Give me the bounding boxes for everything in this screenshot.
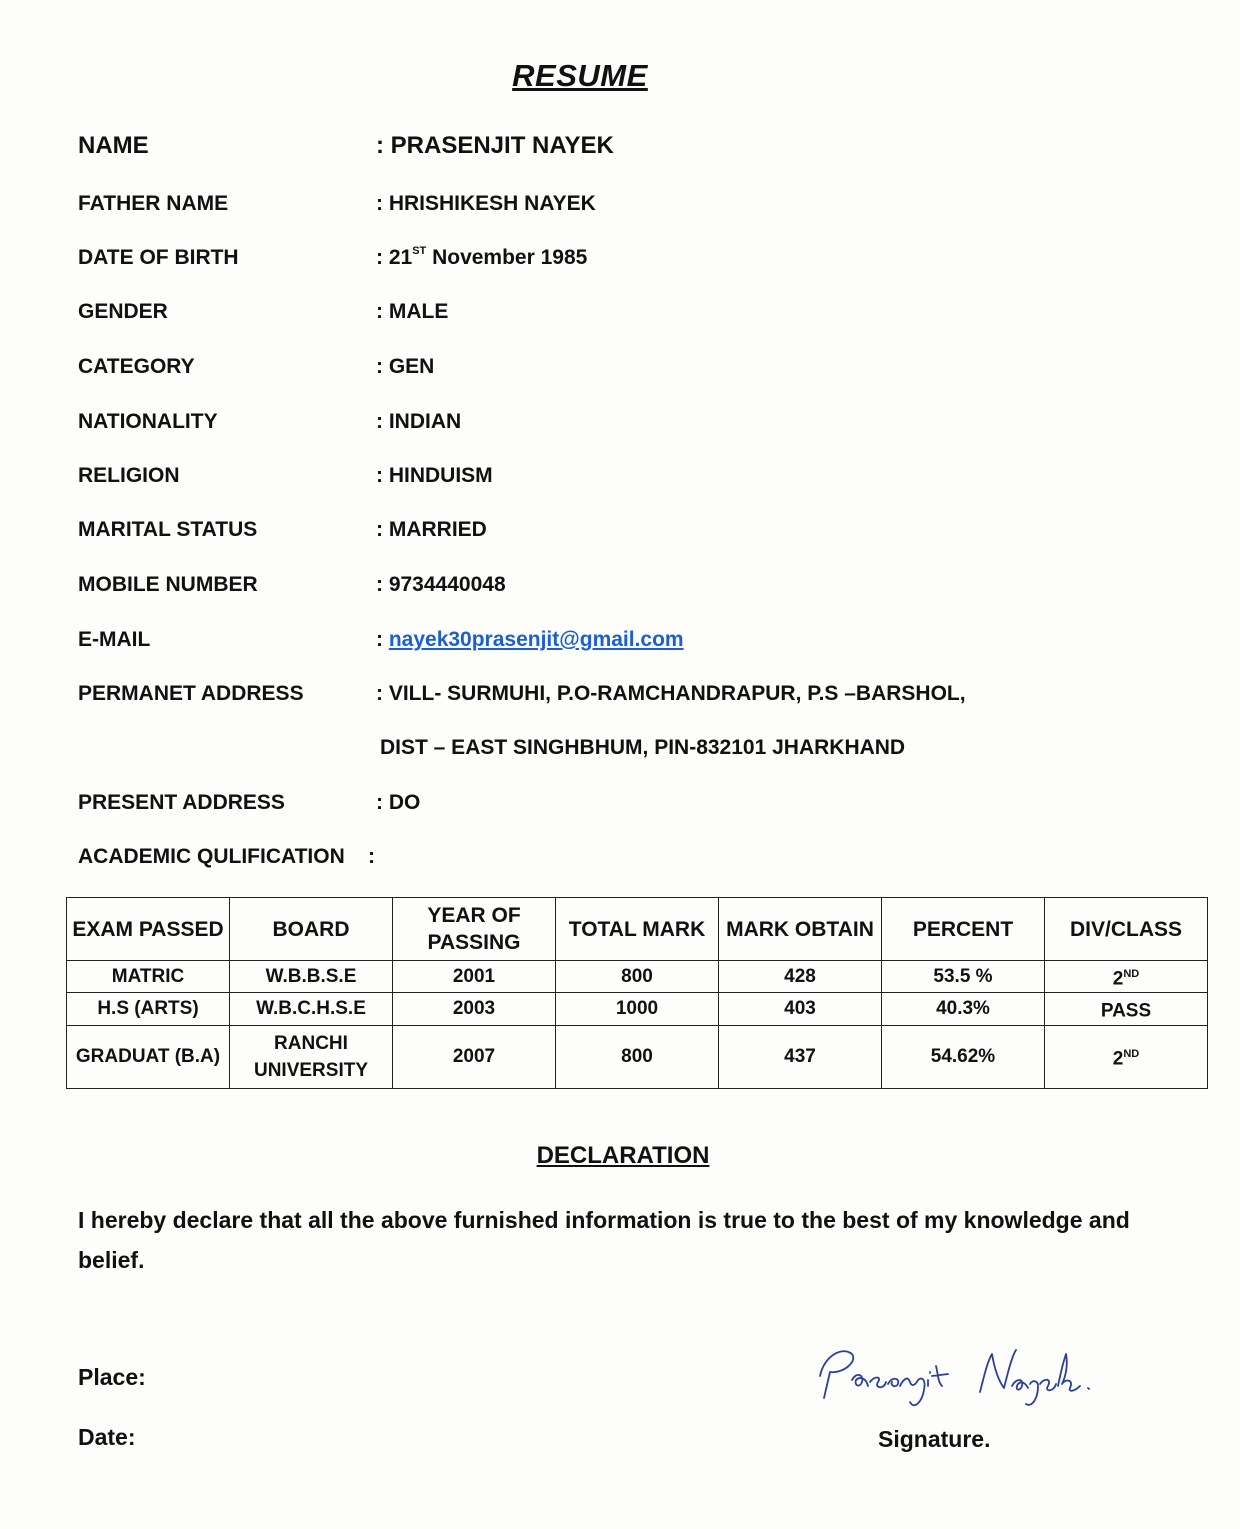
header-total-mark: TOTAL MARK	[556, 898, 719, 961]
academic-table	[66, 897, 1208, 1089]
table-row	[67, 1025, 1208, 1088]
field-value: : MARRIED	[376, 518, 487, 541]
div-value: PASS	[1100, 1000, 1152, 1022]
handwritten-signature	[812, 1336, 1112, 1416]
cell-board: W.B.C.H.S.E	[230, 993, 393, 1025]
email-colon: :	[376, 628, 389, 651]
cell-div	[1045, 1025, 1208, 1088]
field-label: NAME	[78, 132, 149, 159]
field-label: E-MAIL	[78, 628, 151, 651]
table-row	[67, 993, 1208, 1025]
dob-rest: November 1985	[426, 246, 588, 269]
header-board: BOARD	[230, 898, 393, 961]
field-value: : PRASENJIT NAYEK	[376, 132, 614, 159]
field-value: : HINDUISM	[376, 464, 493, 487]
field-label: NATIONALITY	[78, 410, 218, 433]
header-mark-obtain: MARK OBTAIN	[719, 898, 882, 961]
field-value: : 9734440048	[376, 573, 506, 596]
header-year: YEAR OF PASSING	[393, 898, 556, 961]
declaration-text: I hereby declare that all the above furnished information is true to the best of my knowledge and belief.	[78, 1207, 1130, 1273]
field-label: DATE OF BIRTH	[78, 246, 239, 269]
cell-div	[1045, 961, 1208, 993]
table-header-row	[67, 898, 1208, 961]
email-link[interactable]: nayek30prasenjit@gmail.com	[388, 628, 684, 651]
field-value: : HRISHIKESH NAYEK	[376, 192, 596, 215]
cell-board: W.B.B.S.E	[230, 961, 393, 993]
field-value: : MALE	[376, 300, 449, 323]
cell-year: 2003	[393, 993, 556, 1025]
academic-colon: :	[368, 845, 375, 868]
table-row	[67, 961, 1208, 993]
cell-total: 1000	[556, 993, 719, 1025]
div-ordinal: ND	[1123, 968, 1140, 980]
cell-obtain: 403	[719, 993, 882, 1025]
field-value: : VILL- SURMUHI, P.O-RAMCHANDRAPUR, P.S –BARSHOL,	[376, 682, 966, 705]
cell-obtain: 428	[719, 961, 882, 993]
header-exam-passed: EXAM PASSED	[67, 898, 230, 961]
cell-exam: H.S (ARTS)	[67, 993, 230, 1025]
field-value: : GEN	[376, 355, 435, 378]
cell-exam: MATRIC	[67, 961, 230, 993]
field-label: MARITAL STATUS	[78, 518, 258, 541]
field-value: DIST – EAST SINGHBHUM, PIN-832101 JHARKHAND	[380, 736, 906, 759]
div-value: 2	[1112, 968, 1124, 990]
field-label: RELIGION	[78, 464, 180, 487]
field-value: : INDIAN	[376, 410, 462, 433]
field-value	[376, 246, 587, 270]
date-label: Date:	[78, 1424, 136, 1450]
header-div-class: DIV/CLASS	[1045, 898, 1208, 961]
header-percent: PERCENT	[882, 898, 1045, 961]
cell-year: 2007	[393, 1025, 556, 1088]
cell-year: 2001	[393, 961, 556, 993]
cell-percent: 53.5 %	[882, 961, 1045, 993]
cell-percent: 54.62%	[882, 1025, 1045, 1088]
cell-total: 800	[556, 1025, 719, 1088]
field-label: MOBILE NUMBER	[78, 573, 258, 596]
cell-div	[1045, 993, 1208, 1025]
cell-total: 800	[556, 961, 719, 993]
field-label: CATEGORY	[78, 355, 195, 378]
div-value: 2	[1112, 1048, 1124, 1070]
div-ordinal: ND	[1123, 1047, 1140, 1060]
cell-percent: 40.3%	[882, 993, 1045, 1025]
place-label: Place:	[78, 1364, 146, 1390]
page-title: RESUME	[512, 58, 648, 93]
field-label: GENDER	[78, 300, 168, 323]
cell-exam: GRADUAT (B.A)	[67, 1025, 230, 1088]
cell-obtain: 437	[719, 1025, 882, 1088]
declaration-heading: DECLARATION	[536, 1142, 710, 1169]
dob-day: : 21	[376, 246, 413, 269]
field-label: PRESENT ADDRESS	[78, 791, 285, 814]
dob-ordinal: ST	[412, 245, 427, 257]
academic-label: ACADEMIC QULIFICATION	[78, 845, 345, 868]
signature-label: Signature.	[878, 1426, 991, 1452]
field-label: FATHER NAME	[78, 192, 229, 215]
field-value	[376, 628, 684, 652]
field-value: : DO	[376, 791, 421, 814]
cell-board: RANCHI UNIVERSITY	[230, 1025, 393, 1088]
field-label: PERMANET ADDRESS	[78, 682, 304, 705]
